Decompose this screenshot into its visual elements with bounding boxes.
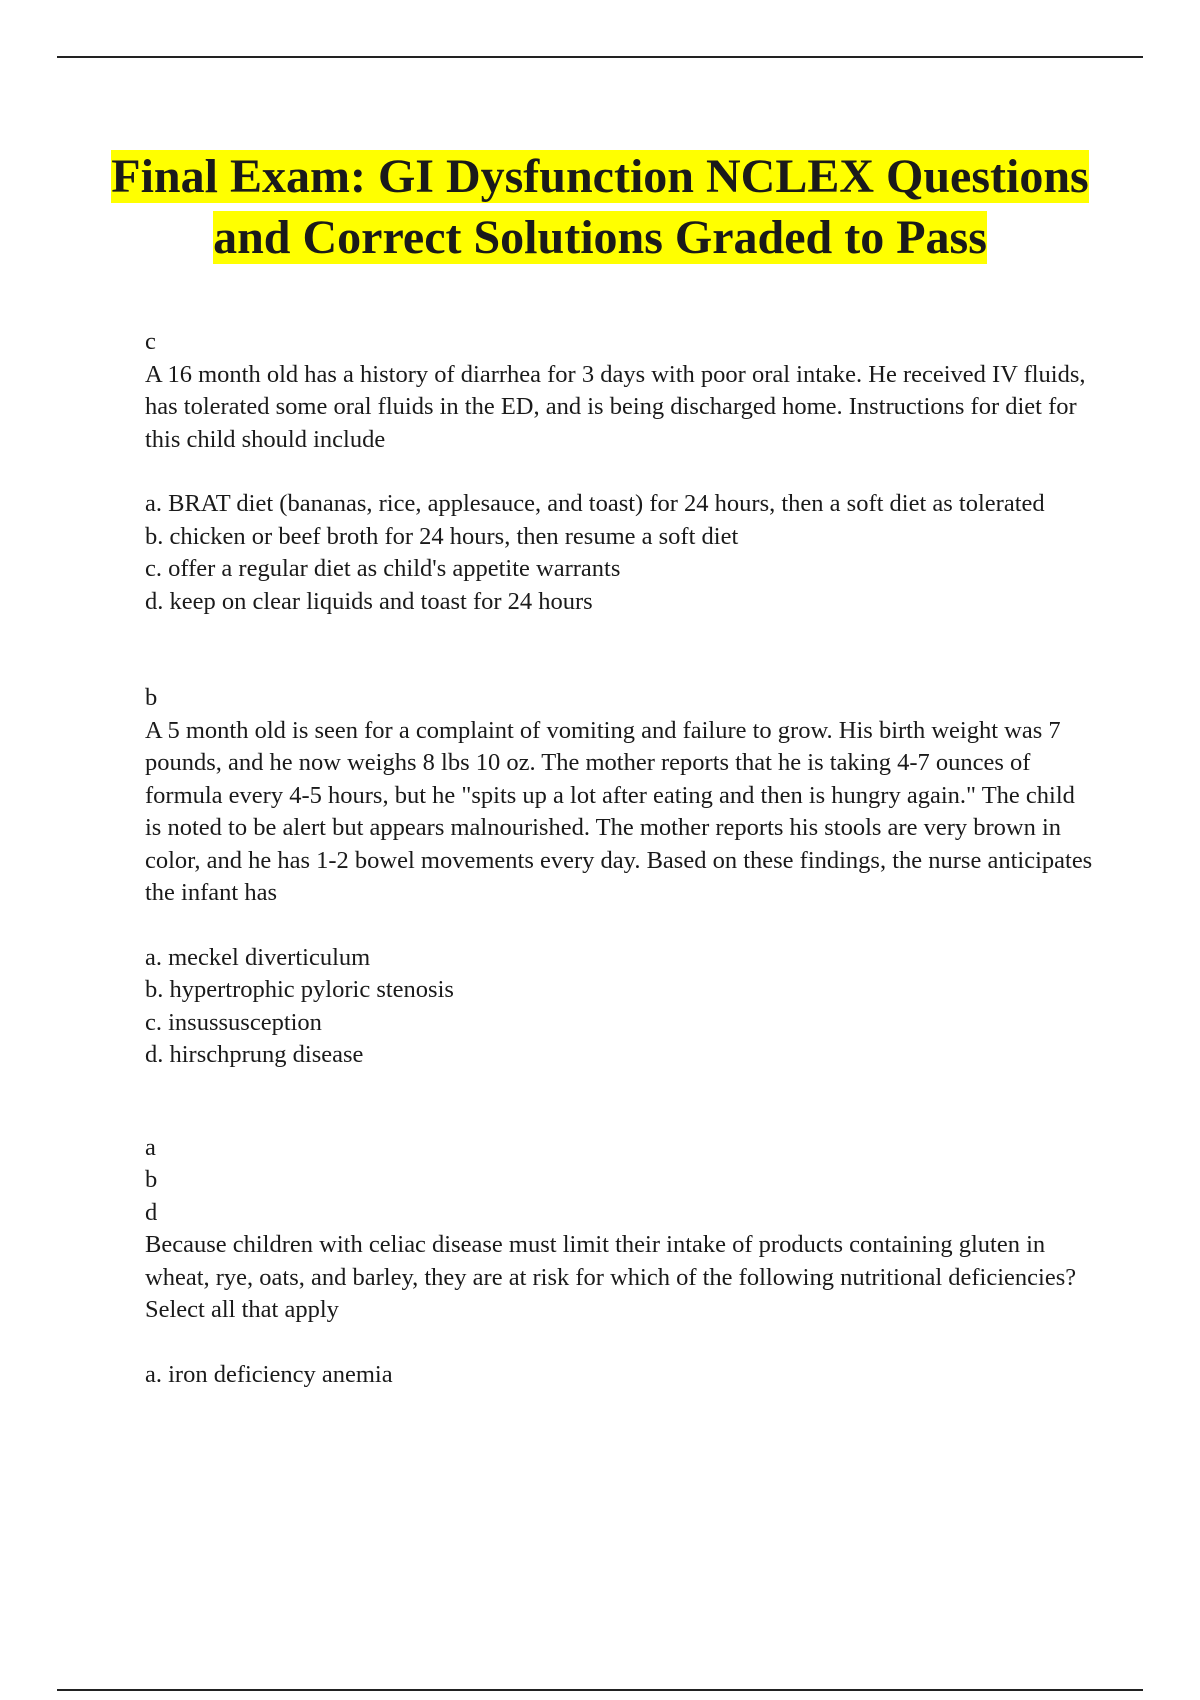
option-a: a. meckel diverticulum (145, 943, 371, 971)
document-title (100, 146, 1100, 268)
answer-key: b (145, 1166, 158, 1193)
title-highlight: Final Exam: GI Dysfunction NCLEX Questions and Correct Solutions Graded to Pass (111, 150, 1089, 264)
question-stem: A 5 month old is seen for a complaint of vomiting and failure to grow. His birth weight was 7 pounds, and he now weighs 8 lbs 10 oz. The mother reports that he is taking 4-7 ounces of formula every 4-5 hours, but he "spits up a lot after eating and then is hungry again." The child is noted to be alert but appears malnourished. The mother reports his stools are very brown in color, and he has 1-2 bowel movements every day. Based on these findings, the nurse anticipates the infant has (145, 716, 1093, 906)
question-2 (145, 682, 1095, 1072)
answer-key: b (145, 684, 158, 711)
answer-key: a (145, 1133, 156, 1161)
option-a: a. iron deficiency anemia (145, 1360, 393, 1388)
option-c: c. insussusception (145, 1008, 322, 1036)
option-b: b. hypertrophic pyloric stenosis (145, 976, 454, 1003)
question-1 (145, 326, 1095, 618)
bottom-rule (57, 1689, 1143, 1691)
document-body (145, 326, 1095, 1391)
answer-key: c (145, 328, 156, 355)
option-d: d. hirschprung disease (145, 1041, 364, 1068)
top-rule (57, 56, 1143, 58)
question-3 (145, 1132, 1095, 1392)
option-b: b. chicken or beef broth for 24 hours, then resume a soft diet (145, 522, 739, 550)
question-stem: Because children with celiac disease must limit their intake of products containing gluten in wheat, rye, oats, and barley, they are at risk for which of the following nutritional deficiencies? Select all that apply (145, 1231, 1077, 1323)
option-c: c. offer a regular diet as child's appetite warrants (145, 555, 621, 582)
option-a: a. BRAT diet (bananas, rice, applesauce, and toast) for 24 hours, then a soft diet as tolerated (145, 490, 1045, 517)
option-d: d. keep on clear liquids and toast for 24 hours (145, 587, 593, 615)
question-stem: A 16 month old has a history of diarrhea for 3 days with poor oral intake. He received IV fluids, has tolerated some oral fluids in the ED, and is being discharged home. Instructions for diet for this child should include (145, 360, 1086, 453)
answer-key: d (145, 1198, 158, 1226)
